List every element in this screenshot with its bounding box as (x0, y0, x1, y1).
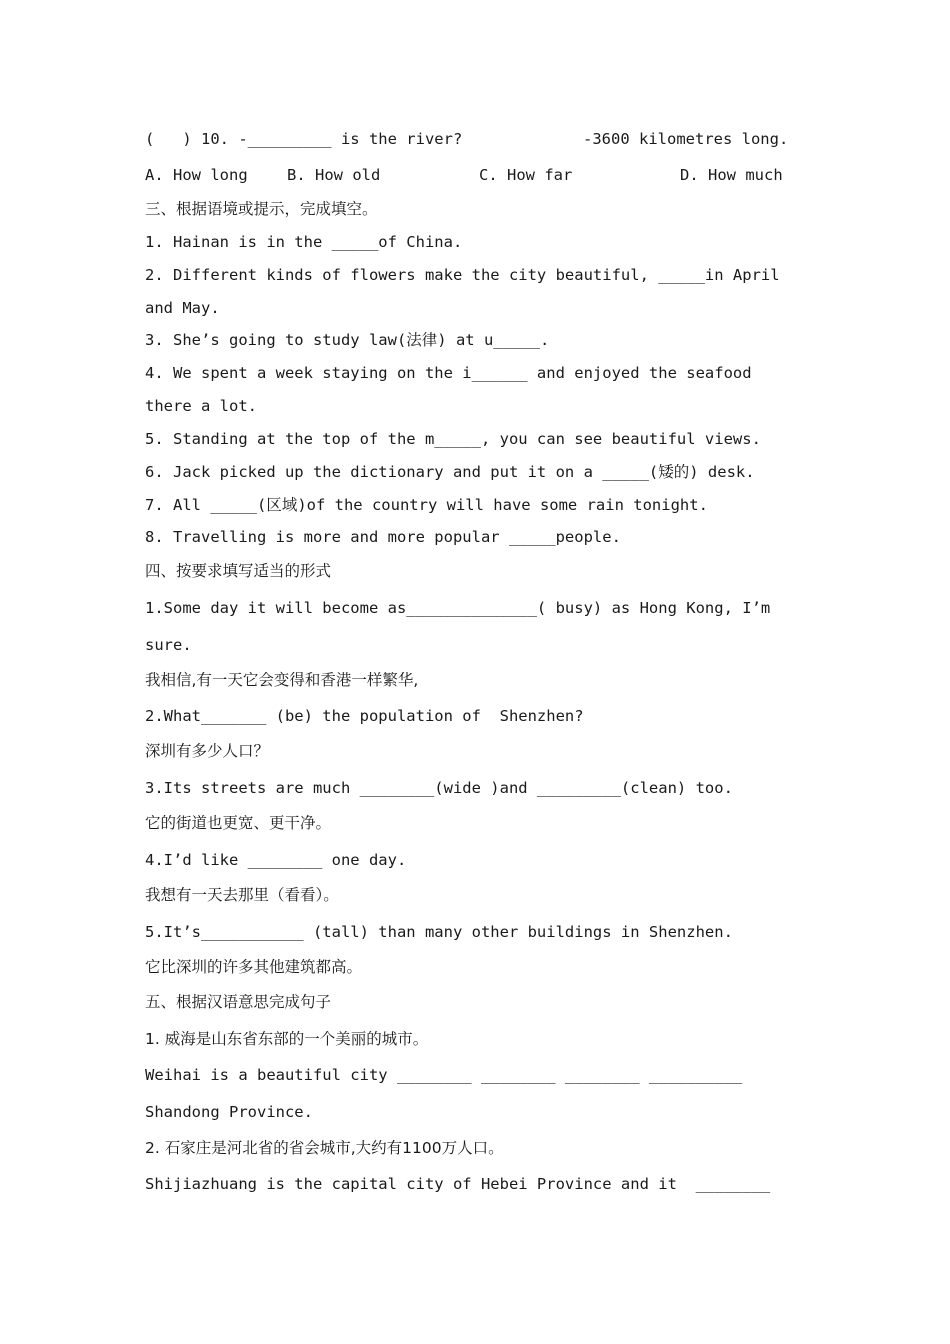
section-4-translation: 我相信,有一天它会变得和香港一样繁华, (145, 671, 419, 689)
section-4-line: sure. (145, 636, 192, 654)
section-3-line: 3. She’s going to study law(法律) at u_____. (145, 331, 550, 349)
section-4-line: 5.It’s___________ (tall) than many other buildings in Shenzhen. (145, 923, 733, 941)
section-4-line: 4.I’d like ________ one day. (145, 851, 407, 869)
section-4-line: 2.What_______ (be) the population of Shenzhen? (145, 707, 584, 725)
section-3-line: 7. All _____(区域)of the country will have some rain tonight. (145, 496, 708, 514)
section-4-line: 3.Its streets are much ________(wide )and _________(clean) too. (145, 779, 733, 797)
question-10-prompt: ( ) 10. -_________ is the river? (145, 130, 463, 148)
section-5-heading: 五、根据汉语意思完成句子 (145, 993, 332, 1011)
section-3-line: and May. (145, 299, 220, 317)
section-4-line: 1.Some day it will become as______________( busy) as Hong Kong, I’m (145, 599, 771, 617)
option-c: C. How far (479, 166, 573, 184)
section-5-line: Shijiazhuang is the capital city of Hebei Province and it ________ (145, 1175, 771, 1193)
section-4-translation: 它的街道也更宽、更干净。 (145, 814, 332, 832)
section-3-line: 1. Hainan is in the _____of China. (145, 233, 463, 251)
option-a: A. How long (145, 166, 248, 184)
section-4-translation: 我想有一天去那里（看看）。 (145, 886, 339, 904)
section-3-line: 5. Standing at the top of the m_____, you can see beautiful views. (145, 430, 761, 448)
section-3-line: 6. Jack picked up the dictionary and put it on a _____(矮的) desk. (145, 463, 755, 481)
section-5-line: Weihai is a beautiful city ________ ________ ________ __________ (145, 1066, 743, 1084)
section-4-translation: 深圳有多少人口？ (145, 742, 270, 760)
question-10-answer-hint: -3600 kilometres long. (583, 130, 789, 148)
section-5-line: 1. 威海是山东省东部的一个美丽的城市。 (145, 1030, 429, 1048)
option-d: D. How much (680, 166, 783, 184)
section-3-line: 4. We spent a week staying on the i______ and enjoyed the seafood (145, 364, 752, 382)
option-b: B. How old (287, 166, 381, 184)
section-4-heading: 四、按要求填写适当的形式 (145, 562, 332, 580)
section-3-line: 8. Travelling is more and more popular _____people. (145, 528, 621, 546)
section-3-line: 2. Different kinds of flowers make the city beautiful, _____in April (145, 266, 780, 284)
section-4-translation: 它比深圳的许多其他建筑都高。 (145, 958, 363, 976)
section-3-heading: 三、根据语境或提示，完成填空。 (145, 200, 378, 218)
section-5-line: 2. 石家庄是河北省的省会城市,大约有1100万人口。 (145, 1139, 504, 1157)
section-3-line: there a lot. (145, 397, 257, 415)
section-5-line: Shandong Province. (145, 1103, 313, 1121)
